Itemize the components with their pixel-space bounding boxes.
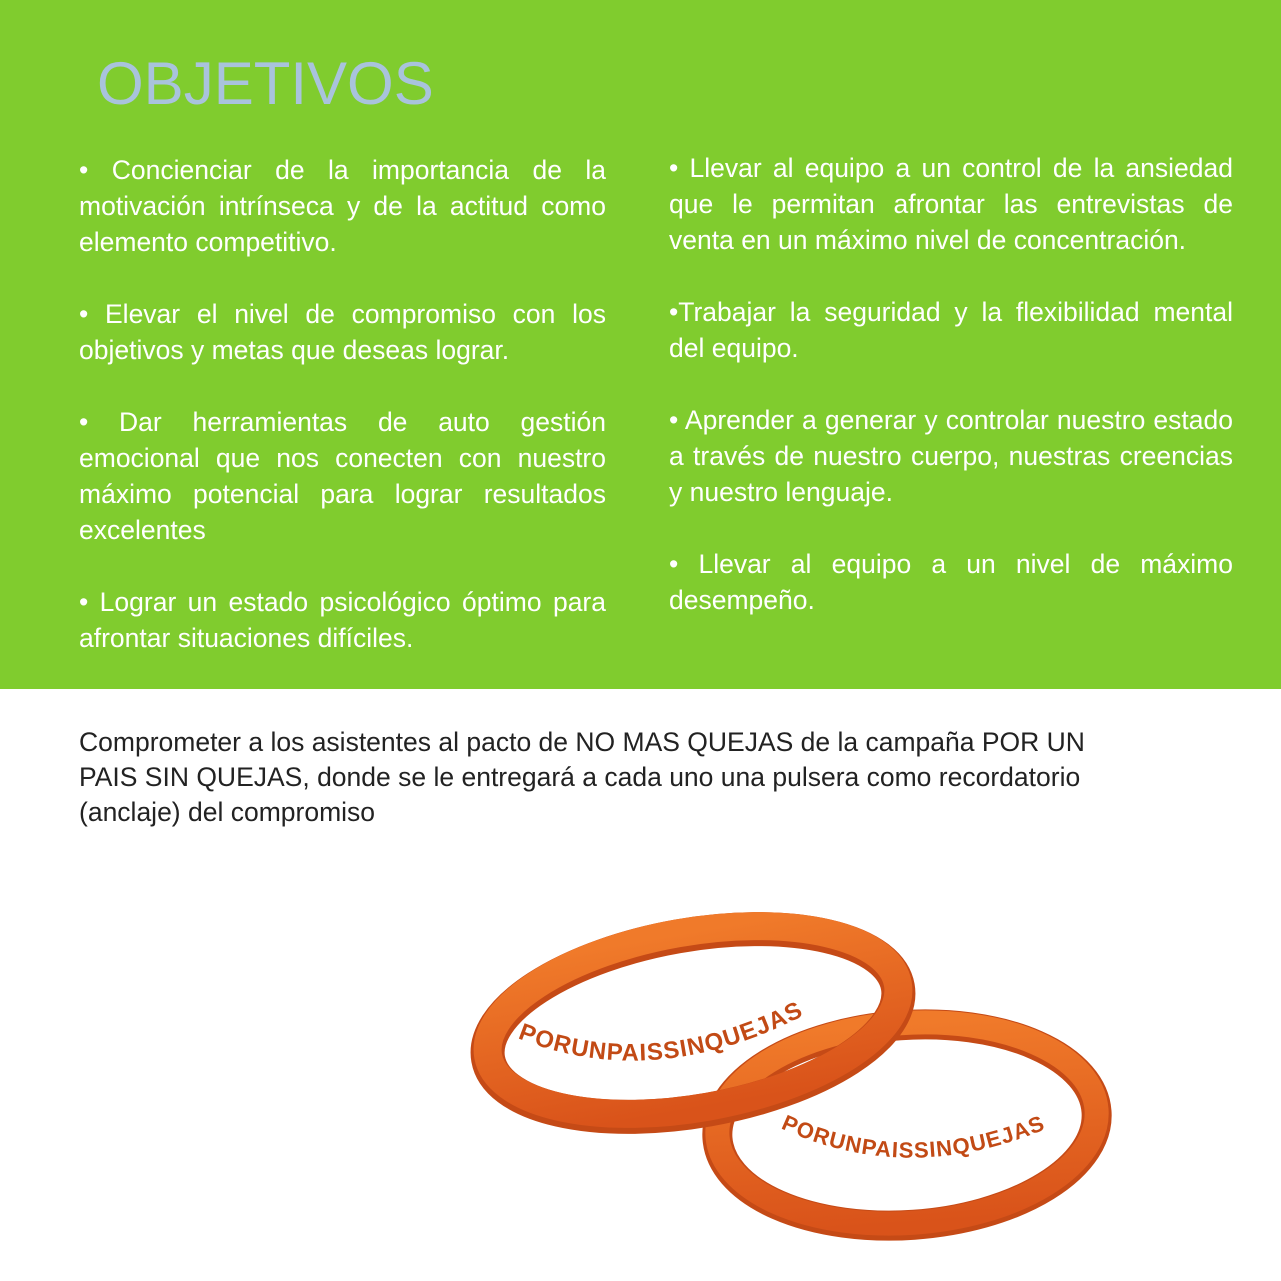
bracelet-inscription: PORUNPAISSINQUEJAS — [515, 996, 808, 1067]
objective-item: • Llevar al equipo a un nivel de máximo desempeño. — [669, 549, 1233, 615]
objective-item: • Aprender a generar y controlar nuestro estado a través de nuestro cuerpo, nuestras creencias y nuestro lenguaje. — [669, 405, 1233, 507]
bracelets-image — [455, 905, 1115, 1250]
objective-item: •Trabajar la seguridad y la flexibilidad mental del equipo. — [669, 297, 1233, 363]
objectives-right-column — [669, 150, 1233, 654]
objective-item: • Concienciar de la importancia de la motivación intrínseca y de la actitud como elemento competitivo. — [79, 155, 606, 257]
objective-item: • Lograr un estado psicológico óptimo para afrontar situaciones difíciles. — [79, 587, 606, 653]
objective-item: • Dar herramientas de auto gestión emocional que nos conecten con nuestro máximo potencial para lograr resultados excelentes — [79, 407, 606, 545]
objective-item: • Elevar el nivel de compromiso con los objetivos y metas que deseas lograr. — [79, 299, 606, 365]
objective-item: • Llevar al equipo a un control de la ansiedad que le permitan afrontar las entrevistas de venta en un máximo nivel de concentración. — [669, 153, 1233, 255]
bracelet-back — [710, 1010, 1103, 1238]
objectives-left-column — [79, 152, 606, 692]
commitment-paragraph: Comprometer a los asistentes al pacto de NO MAS QUEJAS de la campaña POR UN PAIS SIN QUEJAS, donde se le entregará a cada uno una pulsera como recordatorio (anclaje) del compromiso — [79, 727, 1085, 827]
page-title: OBJETIVOS — [97, 50, 434, 117]
bracelet-inscription: PORUNPAISSINQUEJAS — [778, 1109, 1049, 1163]
